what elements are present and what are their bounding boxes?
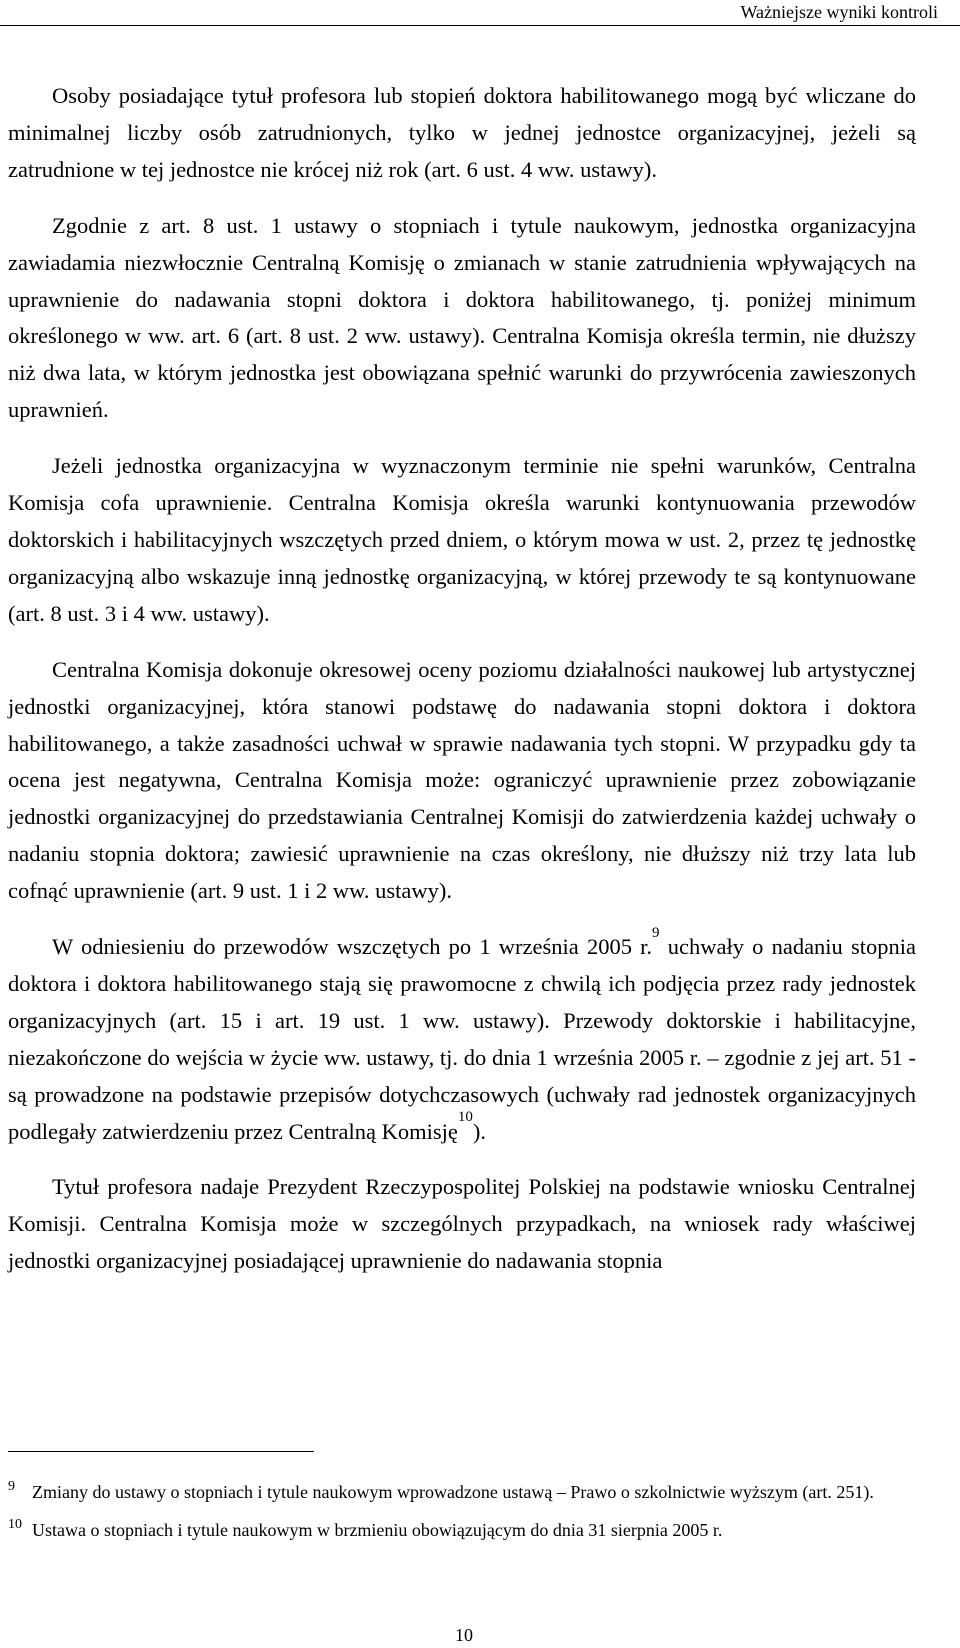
paragraph-3: Jeżeli jednostka organizacyjna w wyznaczonym terminie nie spełni warunków, Centralna Komisja cofa uprawnienie. Centralna Komisja określa warunki kontynuowania przewodów doktorskich i habilitacyjnych wszczętych przed dniem, o którym mowa w ust. 2, przez tę jednostkę organizacyjną albo wskazuje inną jednostkę organizacyjną, w której przewody te są kontynuowane (art. 8 ust. 3 i 4 ww. ustawy).: [8, 453, 916, 626]
paragraph-2: Zgodnie z art. 8 ust. 1 ustawy o stopniach i tytule naukowym, jednostka organizacyjna zawiadamia niezwłocznie Centralną Komisję o zmianach w stanie zatrudnienia wpływających na uprawnienie do nadawania stopni doktora i doktora habilitowanego, tj. poniżej minimum określonego w ww. art. 6 (art. 8 ust. 2 ww. ustawy). Centralna Komisja określa termin, nie dłuższy niż dwa lata, w którym jednostka jest obowiązana spełnić warunki do przywrócenia zawieszonych uprawnień.: [8, 212, 916, 423]
footnote-number: 9: [8, 1479, 15, 1494]
running-header: [0, 0, 960, 26]
footnote-ref-9[interactable]: 9: [652, 924, 660, 941]
footnotes: [8, 1481, 916, 1557]
paragraph-6: Tytuł profesora nadaje Prezydent Rzeczypospolitej Polskiej na podstawie wniosku Centralnej Komisji. Centralna Komisja może w szczególnych przypadkach, na wniosek rady właściwej jednostki organizacyjnej posiadającej uprawnienie do nadawania stopnia: [8, 1174, 916, 1274]
footnote-9: [8, 1481, 916, 1503]
main-text: [8, 78, 916, 1299]
page-number: 10: [455, 1625, 473, 1645]
footnote-ref-10[interactable]: 10: [457, 1109, 473, 1126]
paragraph-5: [8, 924, 916, 1150]
footnote-number: 10: [8, 1517, 22, 1532]
footnote-separator: [8, 1451, 314, 1452]
paragraph-4: Centralna Komisja dokonuje okresowej oceny poziomu działalności naukowej lub artystycznej jednostki organizacyjnej, która stanowi podstawę do nadawania stopni doktora i doktora habilitowanego, a także zasadności uchwał w sprawie nadawania tych stopni. W przypadku gdy ta ocena jest negatywna, Centralna Komisja może: ograniczyć uprawnienie przez zobowiązanie jednostki organizacyjnej do przedstawiania Centralnej Komisji do zatwierdzenia każdej uchwały o nadaniu stopnia doktora; zawiesić uprawnienie na czas określony, nie dłuższy niż trzy lata lub cofnąć uprawnienie (art. 9 ust. 1 i 2 ww. ustawy).: [8, 656, 916, 904]
footnote-10: [8, 1519, 916, 1541]
paragraph-1: Osoby posiadające tytuł profesora lub stopień doktora habilitowanego mogą być wliczane do minimalnej liczby osób zatrudnionych, tylko w jednej jednostce organizacyjnej, jeżeli są zatrudnione w tej jednostce nie krócej niż rok (art. 6 ust. 4 ww. ustawy).: [8, 83, 916, 182]
paragraph-5-start: W odniesieniu do przewodów wszczętych po 1 września 2005 r.: [52, 934, 653, 960]
paragraph-5-middle: uchwały o nadaniu stopnia doktora i doktora habilitowanego stają się prawomocne z chwilą ich podjęcia przez rady jednostek organizacyjnych (art. 15 i art. 19 ust. 1 ww. ustawy). Przewody doktorskie i habilitacyjne, niezakończone do wejścia w życie ww. ustawy, tj. do dnia 1 września 2005 r. – zgodnie z jej art. 51 - są prowadzone na podstawie przepisów dotychczasowych (uchwały rad jednostek organizacyjnych podlegały zatwierdzeniu przez Centralną Komisję: [8, 934, 916, 1144]
footnote-text: Ustawa o stopniach i tytule naukowym w brzmieniu obowiązującym do dnia 31 sierpnia 2005 r.: [32, 1520, 723, 1540]
footnote-text: Zmiany do ustawy o stopniach i tytule naukowym wprowadzone ustawą – Prawo o szkolnictwie wyższym (art. 251).: [32, 1482, 874, 1502]
running-title: Ważniejsze wyniki kontroli: [740, 2, 938, 22]
paragraph-5-end: ).: [472, 1118, 486, 1144]
